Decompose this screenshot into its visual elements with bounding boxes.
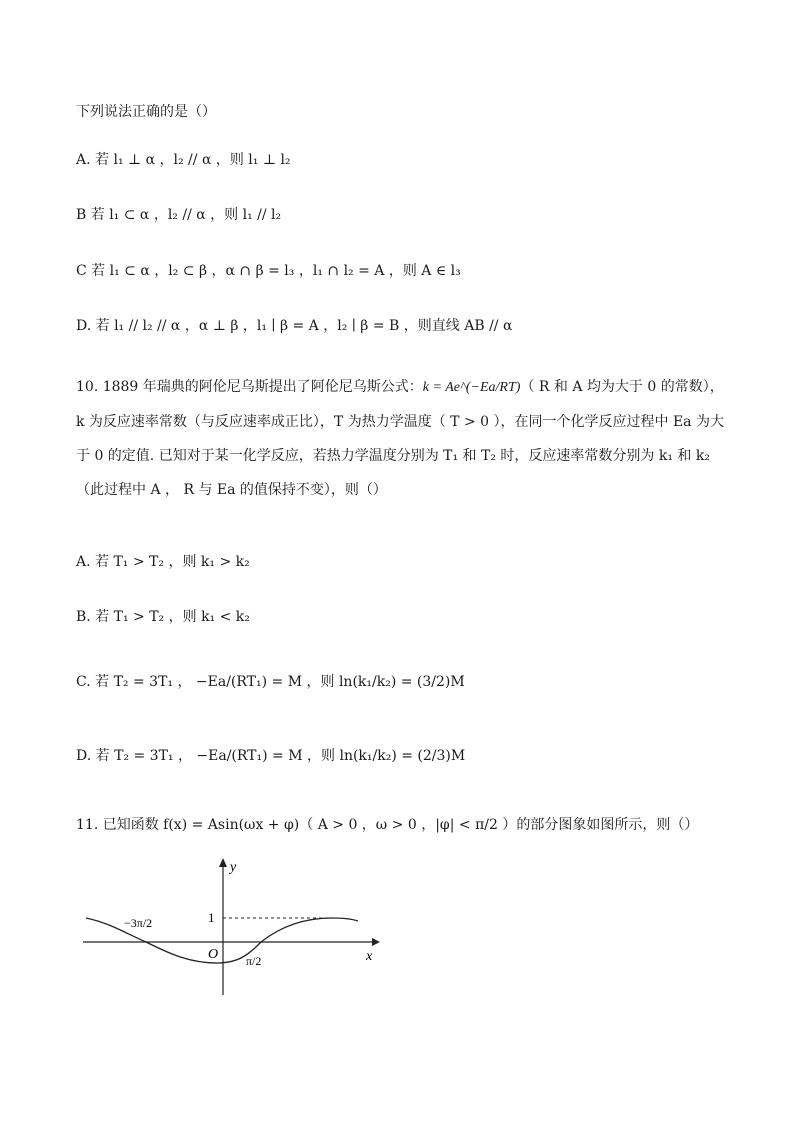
question-stem: 下列说法正确的是（） — [76, 104, 216, 120]
q10-part2: （ R 和 A 均为大于 0 的常数），k 为反应速率常数（与反应速率成正比），T 为热力学温度（ T > 0 ），在同一个化学反应过程中 Ea 为大于 0 的定值. 已知对于某一化学反应，若热力学温度分别为 T₁ 和 T₂ 时，反应速率常数分别为 k₁ 和 k₂（此过程中 A ， R 与 Ea 的值保持不变），则（） — [76, 379, 724, 498]
q10-option-a: A. 若 T₁ > T₂ ，则 k₁ > k₂ — [76, 554, 250, 570]
q10-option-d: D. 若 T₂ = 3T₁ ， −Ea/(RT₁) = M ，则 ln(k₁/k₂) = (2/3)M — [76, 748, 466, 764]
x-axis-label: x — [366, 949, 373, 964]
arrhenius-formula: k = Ae^(−Ea/RT) — [422, 380, 521, 395]
option-c: C 若 l₁ ⊂ α ，l₂ ⊂ β ，α ∩ β = l₃ ，l₁ ∩ l₂ = A ，则 A ∈ l₃ — [76, 263, 461, 279]
option-d: D. 若 l₁ // l₂ // α ，α ⊥ β ，l₁ ∣ β = A ，l₂ ∣ β = B ，则直线 AB // α — [76, 318, 513, 334]
origin-label: O — [208, 947, 219, 962]
neg-three-pi-over-two-label: −3π/2 — [124, 916, 153, 930]
q10-option-c: C. 若 T₂ = 3T₁ ， −Ea/(RT₁) = M ，则 ln(k₁/k₂) = (3/2)M — [76, 674, 465, 690]
q10-text — [76, 370, 724, 507]
option-b: B 若 l₁ ⊂ α ，l₂ // α ，则 l₁ // l₂ — [76, 207, 282, 223]
q10-option-b: B. 若 T₁ > T₂ ，则 k₁ < k₂ — [76, 609, 250, 625]
sine-graph — [80, 855, 400, 1005]
option-a: A. 若 l₁ ⊥ α ，l₂ // α ，则 l₁ ⊥ l₂ — [76, 152, 291, 168]
q10-part1: 10. 1889 年瑞典的阿伦尼乌斯提出了阿伦尼乌斯公式： — [76, 379, 423, 395]
one-label: 1 — [208, 910, 215, 925]
x-axis-arrow — [372, 938, 380, 946]
q11-text: 11. 已知函数 f(x) = Asin(ωx + φ)（ A > 0 ，ω > 0 ，|φ| < π/2 ）的部分图象如图所示，则（） — [76, 817, 699, 833]
y-axis-label: y — [230, 860, 237, 875]
pi-over-two-label-2: π/2 — [246, 954, 262, 968]
y-axis-arrow — [219, 858, 227, 867]
